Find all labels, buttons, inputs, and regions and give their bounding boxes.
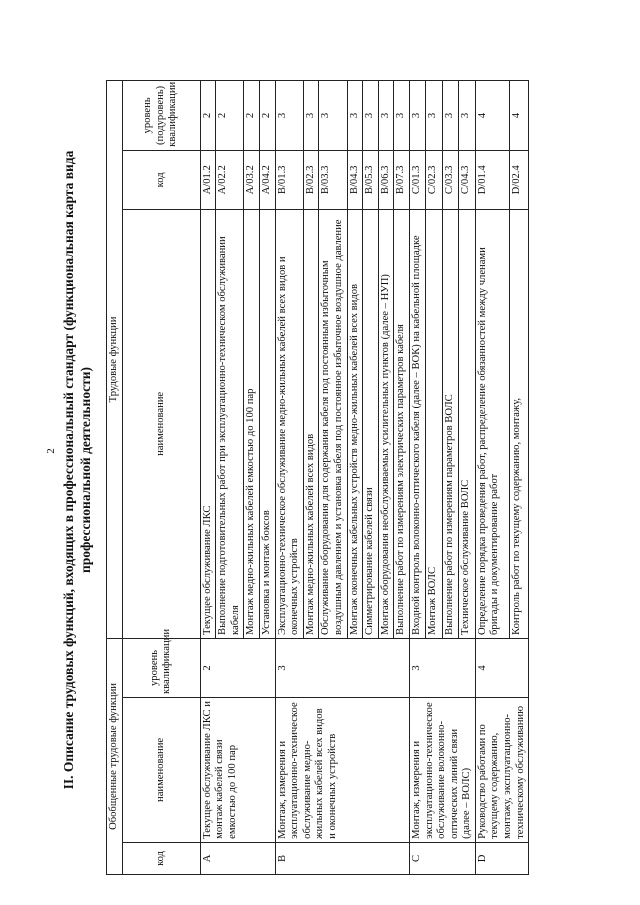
table-row [475,81,509,875]
function-code: A/02.2 [216,150,244,209]
table-body [200,81,529,875]
function-level: 3 [319,81,347,151]
function-level: 4 [475,81,509,151]
function-name: Текущее обслуживание ЛКС [200,209,216,638]
function-code: D/01.4 [475,150,509,209]
function-level: 3 [303,81,319,151]
group-code: B [275,842,409,874]
function-level: 3 [426,81,442,151]
function-level: 3 [442,81,458,151]
header-name: наименование [122,698,200,843]
title-line-1: II. Описание трудовых функций, входящих в профессиональный стандарт (функциональная карта вида [61,150,76,790]
function-code: A/03.2 [244,150,260,209]
function-name: Монтаж оконечных кабельных устройств медно-жильных кабелей всех видов [347,209,363,638]
header-code: код [122,842,200,874]
function-code: A/01.2 [200,150,216,209]
table-row [200,81,216,875]
function-name: Техническое обслуживание ВОЛС [459,209,476,638]
function-code: B/01.3 [275,150,303,209]
function-name: Эксплуатационно-техническое обслуживание медно-жильных кабелей всех видов и оконечных устройств [275,209,303,638]
function-code: C/04.3 [459,150,476,209]
function-code: C/03.3 [442,150,458,209]
function-code: B/02.3 [303,150,319,209]
function-code: B/05.3 [363,150,379,209]
function-code: C/02.3 [426,150,442,209]
function-code: B/04.3 [347,150,363,209]
group-level: 2 [200,638,275,697]
group-code: D [475,842,528,874]
header-function-name: наименование [122,209,200,638]
function-level: 3 [275,81,303,151]
function-name: Монтаж медно-жильных кабелей емкостью до 100 пар [244,209,260,638]
function-level: 4 [510,81,529,151]
function-name: Монтаж ВОЛС [426,209,442,638]
header-generalized: Обобщенные трудовые функции [107,638,123,874]
table-row [409,81,425,875]
title-line-2: профессиональной деятельности) [78,367,93,573]
group-level: 3 [275,638,409,697]
table-row [275,81,303,875]
function-level: 2 [259,81,275,151]
function-name: Выполнение работ по измерениям электрических параметров кабеля [394,209,410,638]
function-name: Выполнение работ по измерениям параметров ВОЛС [442,209,458,638]
group-name: Монтаж, измерения и эксплуатационно-техническое обслуживание медно-жильных кабелей всех видов и оконечных устройств [275,698,409,843]
function-level: 3 [347,81,363,151]
group-name: Монтаж, измерения и эксплуатационно-техническое обслуживание волоконно-оптических линий связи (далее – ВОЛС) [409,698,475,843]
function-level: 3 [459,81,476,151]
functional-map-table [106,80,529,875]
function-code: A/04.2 [259,150,275,209]
function-code: B/07.3 [394,150,410,209]
function-name: Монтаж оборудования необслуживаемых усилительных пунктов (далее – НУП) [378,209,394,638]
function-code: B/06.3 [378,150,394,209]
group-name: Текущее обслуживание ЛКС и монтаж кабелей связи емкостью до 100 пар [200,698,275,843]
function-level: 3 [394,81,410,151]
function-name: Установка и монтаж боксов [259,209,275,638]
function-name: Обслуживание оборудования для содержания кабеля под постоянным избыточным воздушным давлением и установка кабеля под постоянное избыточное воздушное давление [319,209,347,638]
page-number: 2 [45,448,57,454]
function-code: B/03.3 [319,150,347,209]
group-level: 4 [475,638,528,697]
group-code: C [409,842,475,874]
header-function-code: код [122,150,200,209]
function-name: Монтаж медно-жильных кабелей всех видов [303,209,319,638]
function-code: D/02.4 [510,150,529,209]
function-level: 2 [244,81,260,151]
function-level: 3 [409,81,425,151]
function-name: Контроль работ по текущему содержанию, монтажу, [510,209,529,638]
header-labor: Трудовые функции [107,81,123,639]
function-name: Выполнение подготовительных работ при эксплуатационно-техническом обслуживании кабеля [216,209,244,638]
rotated-page [60,65,640,875]
group-code: A [200,842,275,874]
function-level: 3 [363,81,379,151]
function-level: 2 [200,81,216,151]
function-name: Определение порядка проведения работ, распределение обязанностей между членами бригады и документирование работ [475,209,509,638]
section-title [60,65,94,875]
function-level: 3 [378,81,394,151]
function-code: C/01.3 [409,150,425,209]
group-name: Руководство работами по текущему содержанию, монтажу, эксплуатационно-техническому обслуживанию [475,698,528,843]
function-name: Входной контроль волоконно-оптического кабеля (далее – ВОК) на кабельной площадке [409,209,425,638]
group-level: 3 [409,638,475,697]
header-sublevel: уровень (подуровень) квалификации [122,81,200,151]
header-level: уровень квалификации [122,638,200,697]
function-name: Симметрирование кабелей связи [363,209,379,638]
function-level: 2 [216,81,244,151]
